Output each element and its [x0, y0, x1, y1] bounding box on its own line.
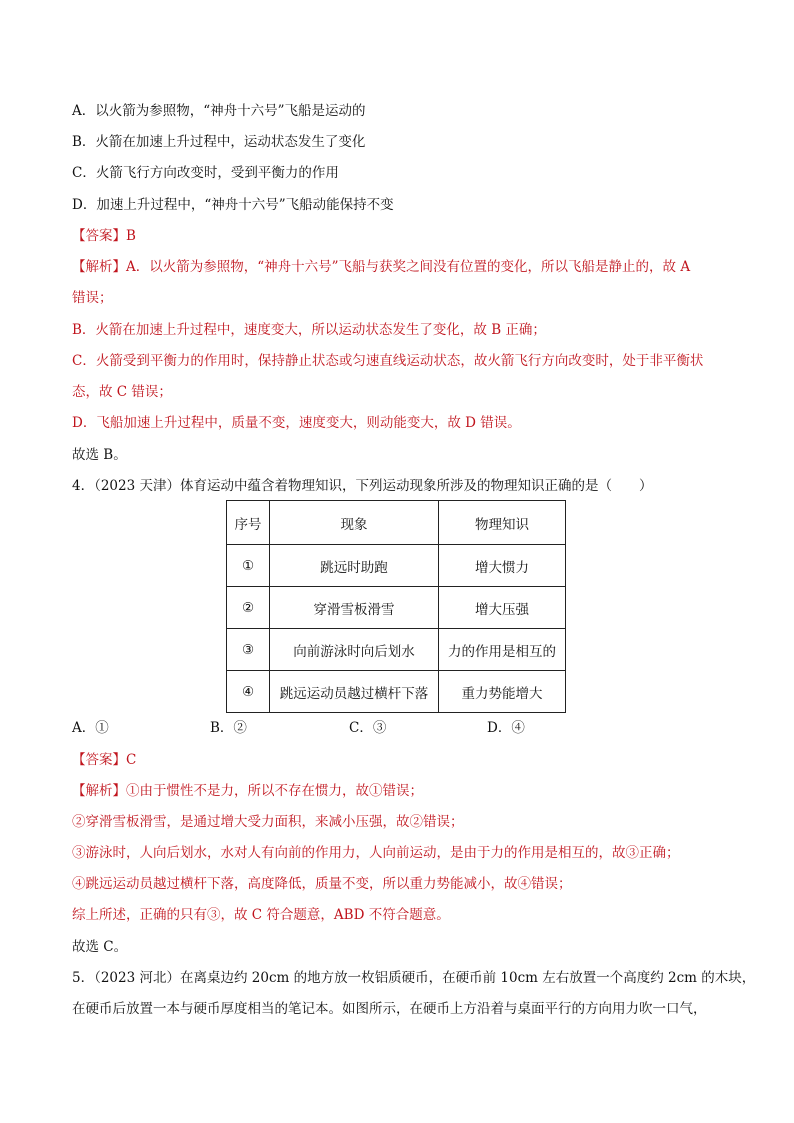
q4-analysis-line: ②穿滑雪板滑雪，是通过增大受力面积，来减小压强，故②错误； [72, 814, 464, 830]
q3-analysis-line: 【解析】A．以火箭为参照物，“神舟十六号”飞船与获奖之间没有位置的变化，所以飞船是静止的，故 A [72, 259, 691, 275]
q3-answer: 【答案】B [72, 228, 136, 244]
q4-conclusion: 故选 C。 [72, 939, 128, 955]
q5-stem-line: 在硬币后放置一本与硬币厚度相当的笔记本。如图所示，在硬币上方沿着与桌面平行的方向用力吹一口气， [72, 1001, 707, 1017]
q4-analysis-line: 综上所述，正确的只有③，故 C 符合题意，ABD 不符合题意。 [72, 907, 450, 923]
q4-analysis-line: ④跳远运动员越过横杆下落，高度降低，质量不变，所以重力势能减小，故④错误； [72, 876, 572, 892]
table-cell: ③ [227, 629, 270, 671]
table-header: 现象 [270, 501, 439, 545]
table-cell: 增大惯力 [439, 545, 566, 587]
table-cell: ② [227, 587, 270, 629]
q4-option-c: C．③ [349, 720, 387, 736]
table-header: 物理知识 [439, 501, 566, 545]
table-cell: 穿滑雪板滑雪 [270, 587, 439, 629]
table-row [227, 587, 566, 629]
q3-analysis-line: 态，故 C 错误； [72, 384, 172, 400]
q3-option-a: A．以火箭为参照物，“神舟十六号”飞船是运动的 [72, 103, 366, 119]
q5-stem-line: 5．（2023 河北）在离桌边约 20cm 的地方放一枚铝质硬币，在硬币前 10cm 左右放置一个高度约 2cm 的木块， [72, 970, 756, 986]
q3-conclusion: 故选 B。 [72, 447, 127, 463]
table-row [227, 629, 566, 671]
table-cell: 跳远运动员越过横杆下落 [270, 671, 439, 713]
table-cell: ① [227, 545, 270, 587]
table-cell: 跳远时助跑 [270, 545, 439, 587]
table-cell: ④ [227, 671, 270, 713]
q4-table [226, 500, 566, 713]
table-header-row [227, 501, 566, 545]
table-header: 序号 [227, 501, 270, 545]
q4-option-a: A．① [72, 720, 109, 736]
q3-option-c: C．火箭飞行方向改变时，受到平衡力的作用 [72, 165, 339, 181]
table-row [227, 671, 566, 713]
q3-option-d: D．加速上升过程中，“神舟十六号”飞船动能保持不变 [72, 197, 394, 213]
q4-analysis-line: 【解析】①由于惯性不是力，所以不存在惯力，故①错误； [72, 783, 423, 799]
table-cell: 向前游泳时向后划水 [270, 629, 439, 671]
table-row [227, 545, 566, 587]
q4-option-b: B．② [210, 720, 247, 736]
q3-analysis-line: B．火箭在加速上升过程中，速度变大，所以运动状态发生了变化，故 B 正确； [72, 322, 546, 338]
q3-analysis-line: 错误； [72, 290, 113, 306]
q3-option-b: B．火箭在加速上升过程中，运动状态发生了变化 [72, 134, 366, 150]
q4-answer: 【答案】C [72, 752, 137, 768]
q4-stem: 4．（2023 天津）体育运动中蕴含着物理知识，下列运动现象所涉及的物理知识正确的是（ ） [72, 478, 653, 494]
q3-analysis-line: C．火箭受到平衡力的作用时，保持静止状态或匀速直线运动状态，故火箭飞行方向改变时，处于非平衡状 [72, 353, 704, 369]
q3-analysis-line: D．飞船加速上升过程中，质量不变，速度变大，则动能变大，故 D 错误。 [72, 415, 521, 431]
q4-option-d: D．④ [487, 720, 525, 736]
table-cell: 增大压强 [439, 587, 566, 629]
q4-analysis-line: ③游泳时，人向后划水，水对人有向前的作用力，人向前运动，是由于力的作用是相互的，故③正确； [72, 845, 680, 861]
table-cell: 力的作用是相互的 [439, 629, 566, 671]
table-cell: 重力势能增大 [439, 671, 566, 713]
